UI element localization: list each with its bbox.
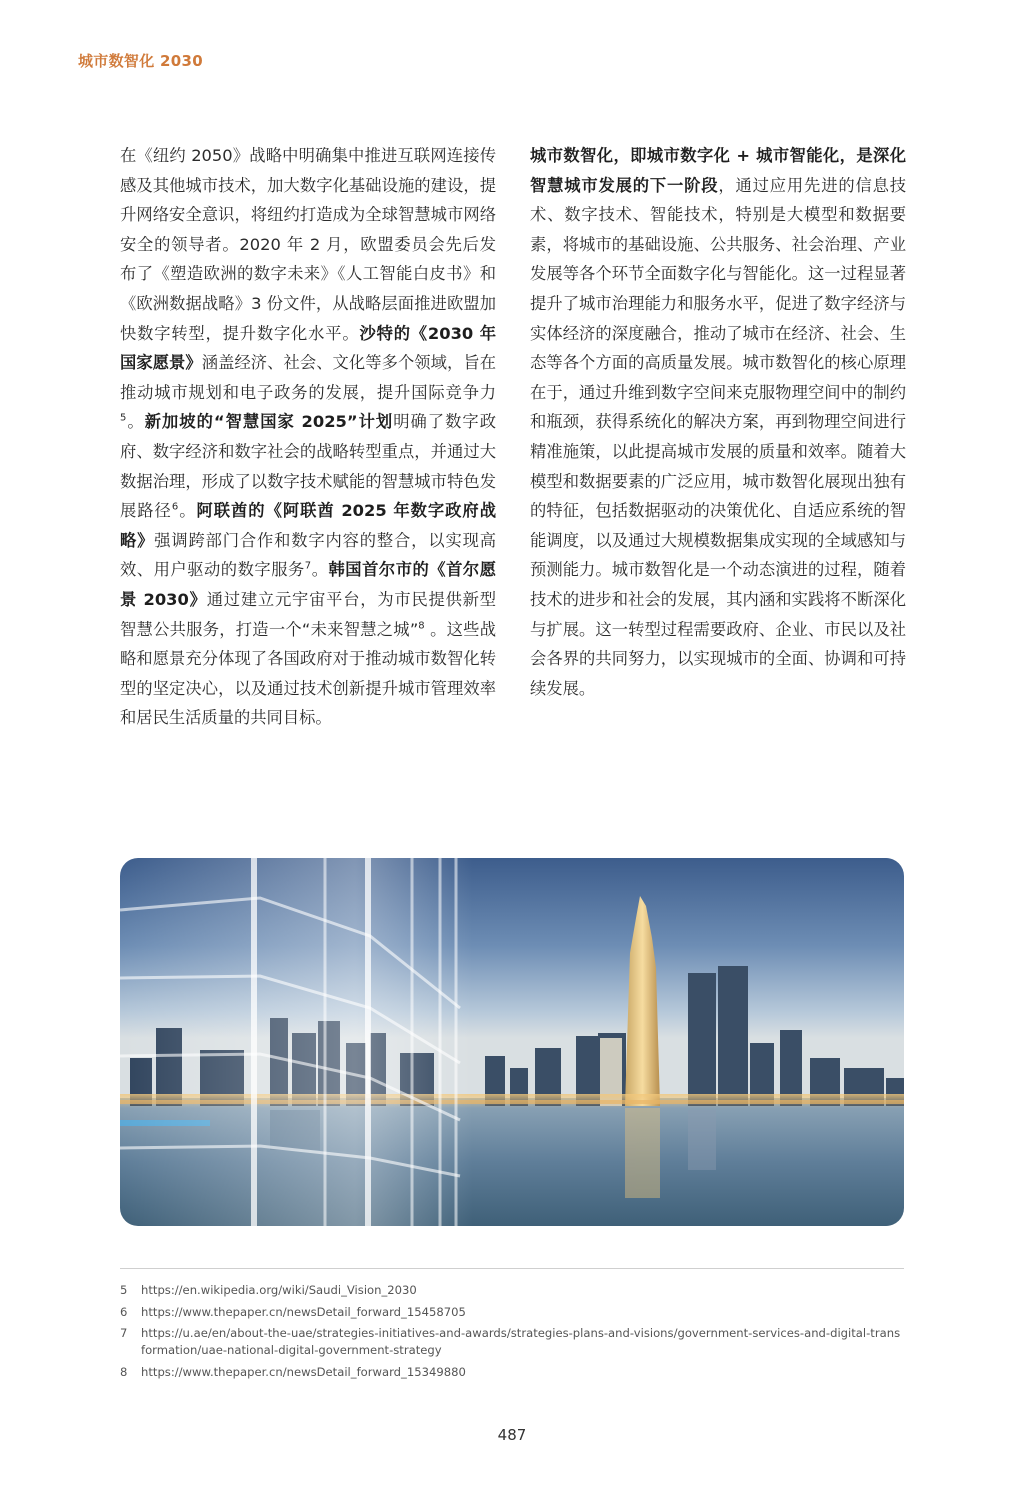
footnote-link[interactable]: https://en.wikipedia.org/wiki/Saudi_Vision_2030 <box>141 1283 417 1297</box>
footnotes <box>120 1282 904 1385</box>
text-run: 。 <box>126 412 145 432</box>
text-run: ，通过应用先进的信息技术、数字技术、智能技术，特别是大模型和数据要素，将城市的基础设施、公共服务、社会治理、产业发展等各个环节全面数字化与智能化。这一过程显著提升了城市治理能力和服务水平，促进了数字经济与实体经济的深度融合，推动了城市在经济、社会、生态等各个方面的高质量发展。城市数智化的核心原理在于，通过升维到数字空间来克服物理空间中的制约和瓶颈，获得系统化的解决方案，再到物理空间进行精准施策，以此提高城市发展的质量和效率。随着大模型和数据要素的广泛应用，城市数智化展现出独有的特征，包括数据驱动的决策优化、自适应系统的智能调度，以及通过大规模数据集成实现的全域感知与预测能力。城市数智化是一个动态演进的过程，随着技术的进步和社会的发展，其内涵和实践将不断深化与扩展。这一转型过程需要政府、企业、市民以及社会各界的共同努力，以实现城市的全面、协调和可持续发展。 <box>530 175 906 698</box>
bold-phrase: 新加坡的“智慧国家 2025”计划 <box>144 412 394 432</box>
text-run: 涵盖经济、社会、文化等多个领域，旨在推动城市规划和电子政务的发展，提升国际竞争力 <box>120 353 496 402</box>
body-column-right <box>530 141 906 703</box>
bold-phrase: 城市数智化，即城市数字化 + 城市智能化，是深化智慧城市发展的下一阶段 <box>530 146 906 195</box>
bold-phrase: 沙特的《2030 年国家愿景》 <box>120 323 496 373</box>
text-run: 明确了数字政府、数字经济和数字社会的战略转型重点，并通过大数据治理，形成了以数字技术赋能的智慧城市特色发展路径 <box>120 412 496 521</box>
text-run: 。 <box>178 501 197 521</box>
footnote-number: 8 <box>120 1364 128 1379</box>
running-header: 城市数智化 2030 <box>78 52 203 70</box>
text-run: 强调跨部门合作和数字内容的整合，以实现高效、用户驱动的数字服务 <box>120 530 496 580</box>
footnote-ref: 5 <box>120 412 127 424</box>
footnote-item <box>120 1325 904 1359</box>
text-run: 通过建立元宇宙平台，为市民提供新型智慧公共服务，打造一个“未来智慧之城” <box>120 589 496 639</box>
footnote-link[interactable]: https://www.thepaper.cn/newsDetail_forward_15458705 <box>141 1304 466 1319</box>
bold-phrase: 阿联酋的《阿联酋 2025 年数字政府战略》 <box>120 501 496 550</box>
footnote-number: 5 <box>120 1283 128 1297</box>
footnote-link[interactable]: https://u.ae/en/about-the-uae/strategies-initiatives-and-awards/strategies-plans-and-visions/government-services-and-digital-transformation/uae-national-digital-government-strategy <box>141 1326 901 1357</box>
footnote-ref: 6 <box>171 501 179 513</box>
footnote-ref: 8 <box>418 620 425 632</box>
footnote-number: 6 <box>120 1304 128 1319</box>
footnote-item <box>120 1282 904 1299</box>
page-number: 487 <box>497 1426 527 1444</box>
footnote-divider <box>120 1268 904 1269</box>
text-run: 。这些战略和愿景充分体现了各国政府对于推动城市数智化转型的坚定决心，以及通过技术创新提升城市管理效率和居民生活质量的共同目标。 <box>120 619 496 728</box>
footnote-item <box>120 1364 904 1381</box>
text-run: 在《纽约 2050》战略中明确集中推进互联网连接传感及其他城市技术，加大数字化基础设施的建设，提升网络安全意识，将纽约打造成为全球智慧城市网络安全的领导者。2020 年 2 月，欧盟委员会先后发布了《塑造欧洲的数字未来》《人工智能白皮书》和《欧洲数据战略》3 份文件，从战略层面推进欧盟加快数字转型，提升数字化水平。 <box>120 146 496 343</box>
footnote-link[interactable]: https://www.thepaper.cn/newsDetail_forward_15349880 <box>141 1364 466 1379</box>
footnote-number: 7 <box>120 1326 128 1340</box>
footnote-ref: 7 <box>304 560 312 572</box>
body-column-left <box>120 141 496 733</box>
footnote-item <box>120 1304 904 1321</box>
bold-phrase: 韩国首尔市的《首尔愿景 2030》 <box>120 560 496 609</box>
text-run: 。 <box>311 560 329 580</box>
city-skyline-photo <box>120 858 904 1226</box>
